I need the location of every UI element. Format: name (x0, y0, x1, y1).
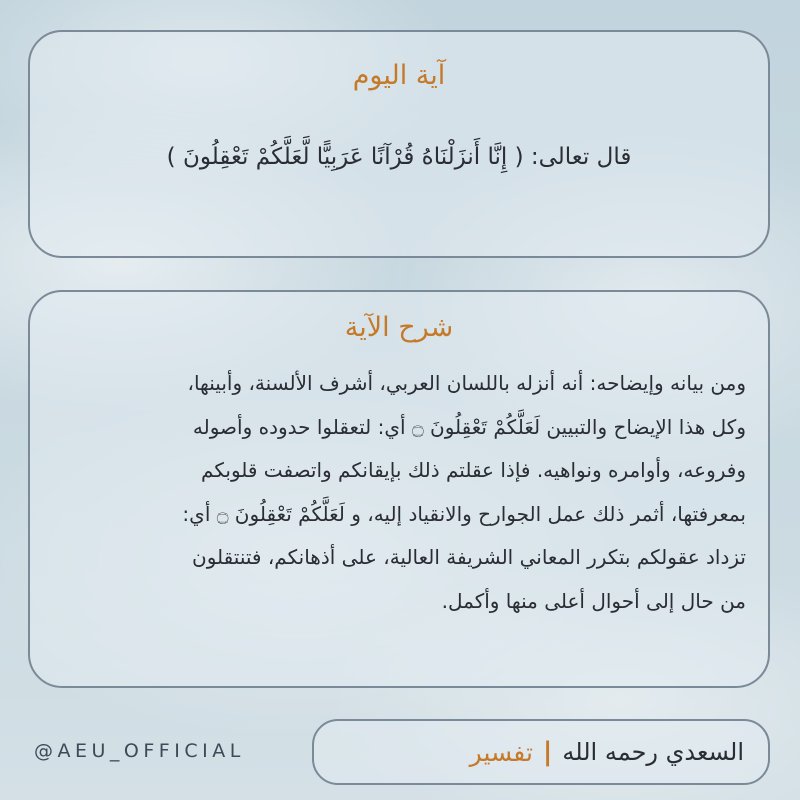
verse-title: آية اليوم (352, 60, 446, 91)
explanation-line: من حال إلى أحوال أعلى منها وأكمل. (441, 588, 746, 613)
explanation-line: ومن بيانه وإيضاحه: أنه أنزله باللسان العربي، أشرف الألسنة، وأبينها، (187, 371, 746, 395)
explanation-line: وكل هذا الإيضاح والتبيين لَعَلَّكُمْ تَعْقِلُونَ ۝ أي: لتعقلوا حدوده وأصوله (192, 414, 746, 439)
tafsir-author: السعدي رحمه الله (562, 738, 744, 766)
verse-text: قال تعالى: ( إِنَّا أَنزَلْنَاهُ قُرْآنًا عَرَبِيًّا لَّعَلَّكُمْ تَعْقِلُونَ ) (166, 144, 632, 170)
account-handle: @AEU_OFFICIAL (34, 740, 245, 762)
explanation-title: شرح الآية (344, 312, 454, 343)
explanation-body (52, 362, 746, 623)
explanation-line: بمعرفتها، أثمر ذلك عمل الجوارح والانقياد إليه، و لَعَلَّكُمْ تَعْقِلُونَ ۝ أي: (182, 501, 746, 526)
tafsir-label: تفسير (469, 737, 533, 767)
tafsir-source (470, 721, 744, 783)
verse-card (28, 30, 770, 258)
explanation-line: وفروعه، وأوامره ونواهيه. فإذا عقلتم ذلك بإيقانكم واتصفت قلوبكم (201, 458, 746, 482)
separator: | (542, 737, 553, 767)
explanation-line: تزداد عقولكم بتكرر المعاني الشريفة العالية، على أذهانكم، فتنتقلون (192, 545, 746, 569)
explanation-card (28, 290, 770, 688)
tafsir-source-badge (312, 719, 770, 785)
